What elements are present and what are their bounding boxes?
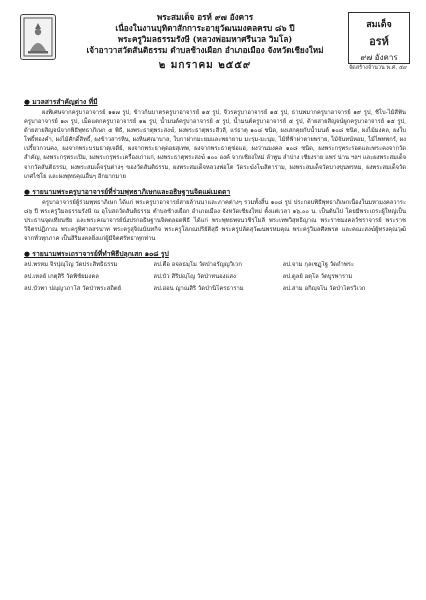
section-title-monks: ● รายนามพระเถราจารย์ที่ทำพิธีปลุกเสก ๑๐๘ รูป bbox=[24, 250, 169, 259]
document-title bbox=[70, 12, 340, 73]
badge-top: สมเด็จ bbox=[366, 20, 392, 30]
section-title-materials: ● มวลสารสำคัญต่าง ที่มี bbox=[24, 98, 98, 106]
title-line-4: เจ้าอาวาสวัดสันติธรรม ตำบลช้างเผือก อำเภอเมือง จังหวัดเชียงใหม่ bbox=[86, 45, 324, 55]
section-text-materials: ผงพิเศษจากครูบาอาจารย์ ๑๑๗ รูป, ข้าวก้นบาตรครูบาอาจารย์ ๑๕ รูป, จีวรครูบาอาจารย์ ๑๕ รูป, ธานพมากครูบาอาจารย์ ๑๙ รูป, ชีโบ-ไม้สีฟันครูบาอาจารย์ ๑๓ รูป, เม็ดแตกครูบาอาจารย์ ๑๒ รูป, น้ำมนต์ครูบาอาจารย์ ๕ รูป, น้ำมนต์ครูบาอาจารย์ ๕ รูป, ด้ายสายสิญจน์ผูกครูบาอาจารย์ ๑๕ รูป, ด้ายสายสิญจน์จากพิธีพุทธาภิเษก ๕ พิธี, ผงพระธาตุพระสงฆ์, ผงพระธาตุพระสีวลี, แร่ธาตุ ๑๐๘ ชนิด, ผงเสกคุยกับน้ำมนต์ ๑๐๘ ชนิด, ผงไม้มงคล, ผงใบโพธิ์ทองคำ, ผงไม้ศักดิ์สิทธิ์, ผงข้าวสารหิน, ผงหินศณาบาล, ใบกาฝากมะยมและพยายาม มะรุม-มะนุม, ไม้ที่ฟ้าผ่าตายพราย, ไม้จันทน์หอม, ไม้ไพทพกร์, ผงเปรี้ยวกวนคง, ผงจากพระบรมธาตุเจดีย์, ผงจากพระธาตุดอยสุเทพ, ผงจากพระธาตุช่อแฮ, ผงว่านมงคล ๑๐๘ ชนิด, ผงพระกรุพระรอดและพระคงจากวัดสำคัญ, ผงพระกรุพระเปิม, ผงพระกรุพระเครื่องเก่าแก่, ผงพระธาตุพระสงฆ์ ๑๐๐ องค์ จากเชียงใหม่ ลำพูน ลำปาง เชียงราย แพร่ น่าน ฯลฯ และผงพระสมเด็จจากวัดสันติธรรม, ผงพระสมเด็จรุ่นต่างๆ ของวัดสันติธรรม, ผงพระสมเด็จหลวงพ่อโต วัดระฆังโฆสิตาราม, ผงพระสมเด็จวัดบางขุนพรหม, ผงพระสมเด็จวัดเกศไชโย และผงพุทธคุณอื่นๆ อีกมากมาย bbox=[24, 110, 406, 180]
monk-name: ลป.อ่อน ญาณสิริ วัดป่านิโครธาราม bbox=[153, 286, 244, 293]
monk-name: ลป.บัว สิริปญฺโญ วัดป่าหนองแสง bbox=[153, 274, 236, 281]
document-body bbox=[24, 92, 406, 294]
monk-name-grid bbox=[24, 261, 406, 294]
title-line-2: เนื่องในงานบุทิตาสักการะอายุวัฒนมงคลครบ ๘๖ ปี bbox=[115, 23, 295, 33]
buddha-amulet-icon bbox=[20, 14, 56, 60]
monk-name: ลป.ดูลย์ อตุโล วัดบูรพาราม bbox=[282, 274, 353, 281]
title-line-1: พระสมเด็จ อรห์ ๙๗ อังคาร bbox=[156, 12, 254, 22]
document-date: ๒ มกราคม ๒๕๕๙ bbox=[158, 60, 252, 71]
section-text-ceremony: ครูบาอาจารย์ผู้ร่วมพุทธาภิเษก ได้แก่ พระครูบาอาจารย์สายล้านนาและภาคต่างๆ รวมทั้งสิ้น ๑๐๘ รูป ประกอบพิธีพุทธาภิเษกเนื่องในมหามงคลวาระ ๘๖ ปี พระครูวิมลธรรมรังษี ณ อุโบสถวัดสันติธรรม ตำบลช้างเผือก อำเภอเมือง จังหวัดเชียงใหม่ ตั้งแต่เวลา ๑๖.๐๐ น. เป็นต้นไป โดยมีพระเถระผู้ใหญ่เป็นประธานจุดเทียนชัย และพระคณาจารย์นั่งปรกอธิษฐานจิตตลอดพิธี ได้แก่ พระพุทธพจนวชิรโมลี พระเทพวิสุทธิญาณ พระราชมงคลวัชราจารย์ พระราชวิจิตรปฏิภาณ พระครูพิศาลสรนาท พระครูสุจิณนันทกิจ พระครูโสภณปริยัติสุธี พระครูปลัดสุวัฒนพรหมคุณ พระครูวิมลศีลพรต และคณะสงฆ์ผู้ทรงคุณวุฒิจากทั่วทุกภาค เป็นสิริมงคลยิ่งแก่ผู้มีจิตศรัทธาทุกท่าน bbox=[24, 199, 406, 243]
monk-name: ลป.ตื๋อ อจลธมฺโม วัดป่าอรัญญวิเวก bbox=[153, 262, 242, 269]
badge-mid: อรห์ bbox=[369, 35, 389, 48]
section-title-ceremony: ● รายนามพระครูบาอาจารย์ที่ร่วมพุทธาภิเษกและอธิษฐานจิตแผ่เมตตา bbox=[24, 187, 231, 196]
title-line-3: พระครูวิมลธรรมรังษี (หลวงพ่อมหาศรีนวล วิมโล) bbox=[117, 34, 293, 44]
badge-bot: ๙๗ อังคาร bbox=[360, 53, 398, 62]
document-header bbox=[0, 0, 426, 90]
badge-footnote: จัดสร้างจำนวน พ.ศ. ๕๙ bbox=[348, 65, 408, 71]
monk-name: ลป.จาม กุลเชฏฺโฐ วัดถ้ำพระ bbox=[282, 262, 355, 269]
monk-name: ลป.พรหม จิรปุญฺโญ วัดประสิทธิธรรม bbox=[24, 262, 118, 269]
monk-name: ลป.สาม อกิญฺจโน วัดป่าไตรวิเวก bbox=[282, 286, 366, 293]
monk-name: ลป.เหลย์ เกตุสิริ วัดพิชัยมงคล bbox=[24, 274, 99, 281]
monk-name: ลป.บัวพา ปญฺญาภาโส วัดป่าพระสถิตย์ bbox=[24, 286, 122, 293]
edition-badge bbox=[348, 12, 410, 64]
